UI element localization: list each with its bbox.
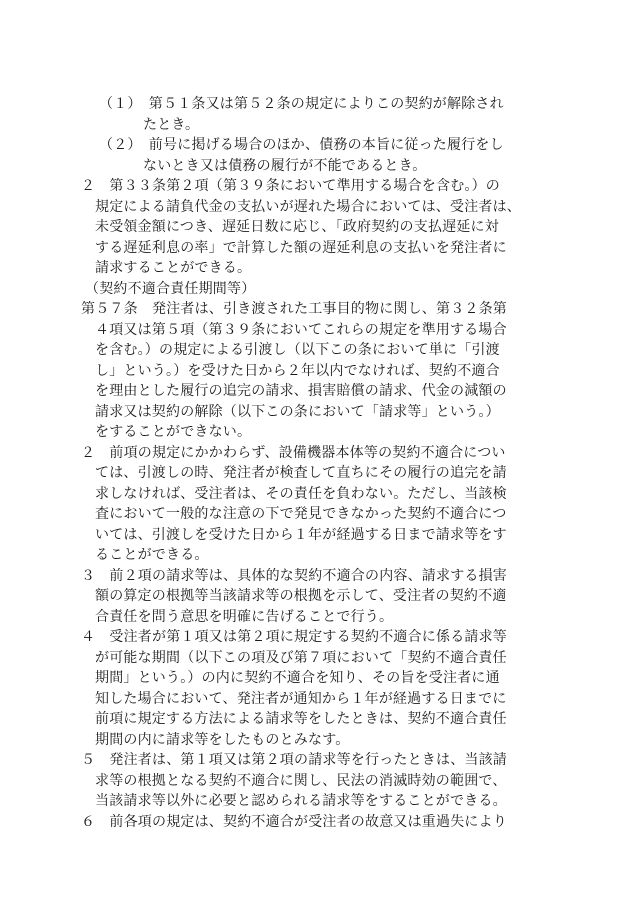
text-line: ４項又は第５項（第３９条においてこれらの規定を準用する場合 — [95, 322, 507, 338]
text-line: 請求することができる。 — [95, 260, 252, 276]
text-line: 期間の内に請求等をしたものとみなす。 — [95, 732, 350, 748]
text-line: 請求又は契約の解除（以下この条において「請求等」という。） — [95, 404, 500, 420]
text-line: 未受領金額につき、遅延日数に応じ、「政府契約の支払遅延に対 — [95, 219, 499, 235]
text-line: 求しなければ、受注者は、その責任を負わない。ただし、当該検 — [95, 486, 507, 502]
text-line: ２ 第３３条第２項（第３９条において準用する場合を含む。）の — [81, 178, 500, 194]
text-line: ４ 受注者が第１項又は第２項に規定する契約不適合に係る請求等 — [81, 629, 507, 645]
text-line: 規定による請負代金の支払いが遅れた場合においては、受注者は、 — [95, 199, 521, 215]
text-line: し」という。）を受けた日から２年以内でなければ、契約不適合 — [95, 363, 500, 379]
text-line: が可能な期間（以下この項及び第７項において「契約不適合責任 — [95, 650, 507, 666]
text-line: 前項に規定する方法による請求等をしたときは、契約不適合責任 — [95, 711, 507, 727]
text-line: ６ 前各項の規定は、契約不適合が受注者の故意又は重過失により — [81, 814, 507, 830]
text-line: ３ 前２項の請求等は、具体的な契約不適合の内容、請求する損害 — [81, 568, 507, 584]
section-heading: （契約不適合責任期間等） — [85, 281, 256, 297]
text-line: ては、引渡しの時、発注者が検査して直ちにその履行の追完を請 — [95, 465, 507, 481]
text-line: 知した場合において、発注者が通知から１年が経過する日までに — [95, 691, 507, 707]
text-line: （２） 前号に掲げる場合のほか、債務の本旨に従った履行をし — [99, 137, 504, 153]
text-line: ５ 発注者は、第１項又は第２項の請求等を行ったときは、当該請 — [81, 752, 507, 768]
text-line: ることができる。 — [95, 547, 209, 563]
text-line: 当該請求等以外に必要と認められる請求等をすることができる。 — [95, 793, 507, 809]
text-line: 求等の根拠となる契約不適合に関し、民法の消滅時効の範囲で、 — [95, 773, 507, 789]
text-line: （１） 第５１条又は第５２条の規定によりこの契約が解除され — [99, 96, 504, 112]
text-line: を含む。）の規定による引渡し（以下この条において単に「引渡 — [95, 342, 500, 358]
text-line: 額の算定の根拠等当該請求等の根拠を示して、受注者の契約不適 — [95, 588, 507, 604]
text-line: たとき。 — [143, 117, 200, 133]
text-line: ２ 前項の規定にかかわらず、設備機器本体等の契約不適合につい — [81, 445, 506, 461]
text-line: 合責任を問う意思を明確に告げることで行う。 — [95, 609, 394, 625]
text-line: をすることができない。 — [95, 424, 252, 440]
text-line: する遅延利息の率」で計算した額の遅延利息の支払いを発注者に — [95, 240, 507, 256]
text-line: ないとき又は債務の履行が不能であるとき。 — [143, 158, 427, 174]
text-line: 期間」という。）の内に契約不適合を知り、その旨を受注者に通 — [95, 670, 500, 686]
text-line: を理由とした履行の追完の請求、損害賠償の請求、代金の減額の — [95, 383, 507, 399]
text-line: いては、引渡しを受けた日から１年が経過する日まで請求等をす — [95, 527, 507, 543]
article-heading-line: 第５７条 発注者は、引き渡された工事目的物に関し、第３２条第 — [81, 301, 507, 317]
text-line: 査において一般的な注意の下で発見できなかった契約不適合につ — [95, 506, 507, 522]
